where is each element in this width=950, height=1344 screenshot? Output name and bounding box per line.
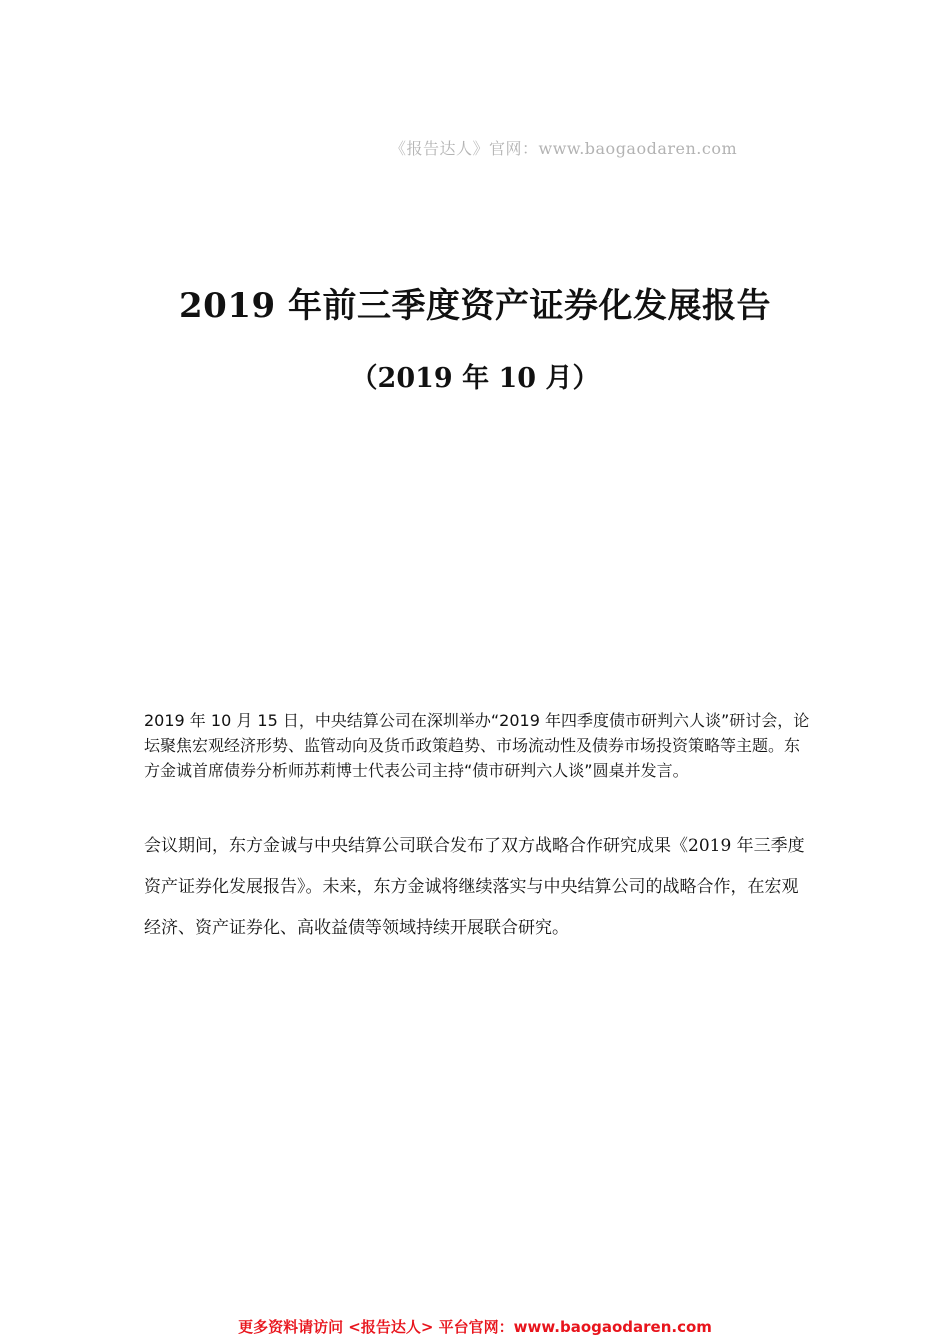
document-date: （2019 年 10 月）	[350, 363, 600, 394]
document-title: 2019 年前三季度资产证券化发展报告	[179, 286, 771, 326]
body-paragraph-1: 2019 年 10 月 15 日，中央结算公司在深圳举办“2019 年四季度债市研判六人谈”研讨会，论坛聚焦宏观经济形势、监管动向及货币政策趋势、市场流动性及债券市场投资策略等主题。东方金诚首席债券分析师苏莉博士代表公司主持“债市研判六人谈”圆桌并发言。	[144, 711, 810, 780]
body-paragraph-2: 会议期间，东方金诚与中央结算公司联合发布了双方战略合作研究成果《2019 年三季度资产证券化发展报告》。未来，东方金诚将继续落实与中央结算公司的战略合作，在宏观经济、资产证券化、高收益债等领域持续开展联合研究。	[144, 836, 805, 938]
footer-promo-link[interactable]: 更多资料请访问 <报告达人> 平台官网：www.baogaodaren.com	[238, 1318, 712, 1336]
header-watermark: 《报告达人》官网：www.baogaodaren.com	[390, 139, 738, 158]
